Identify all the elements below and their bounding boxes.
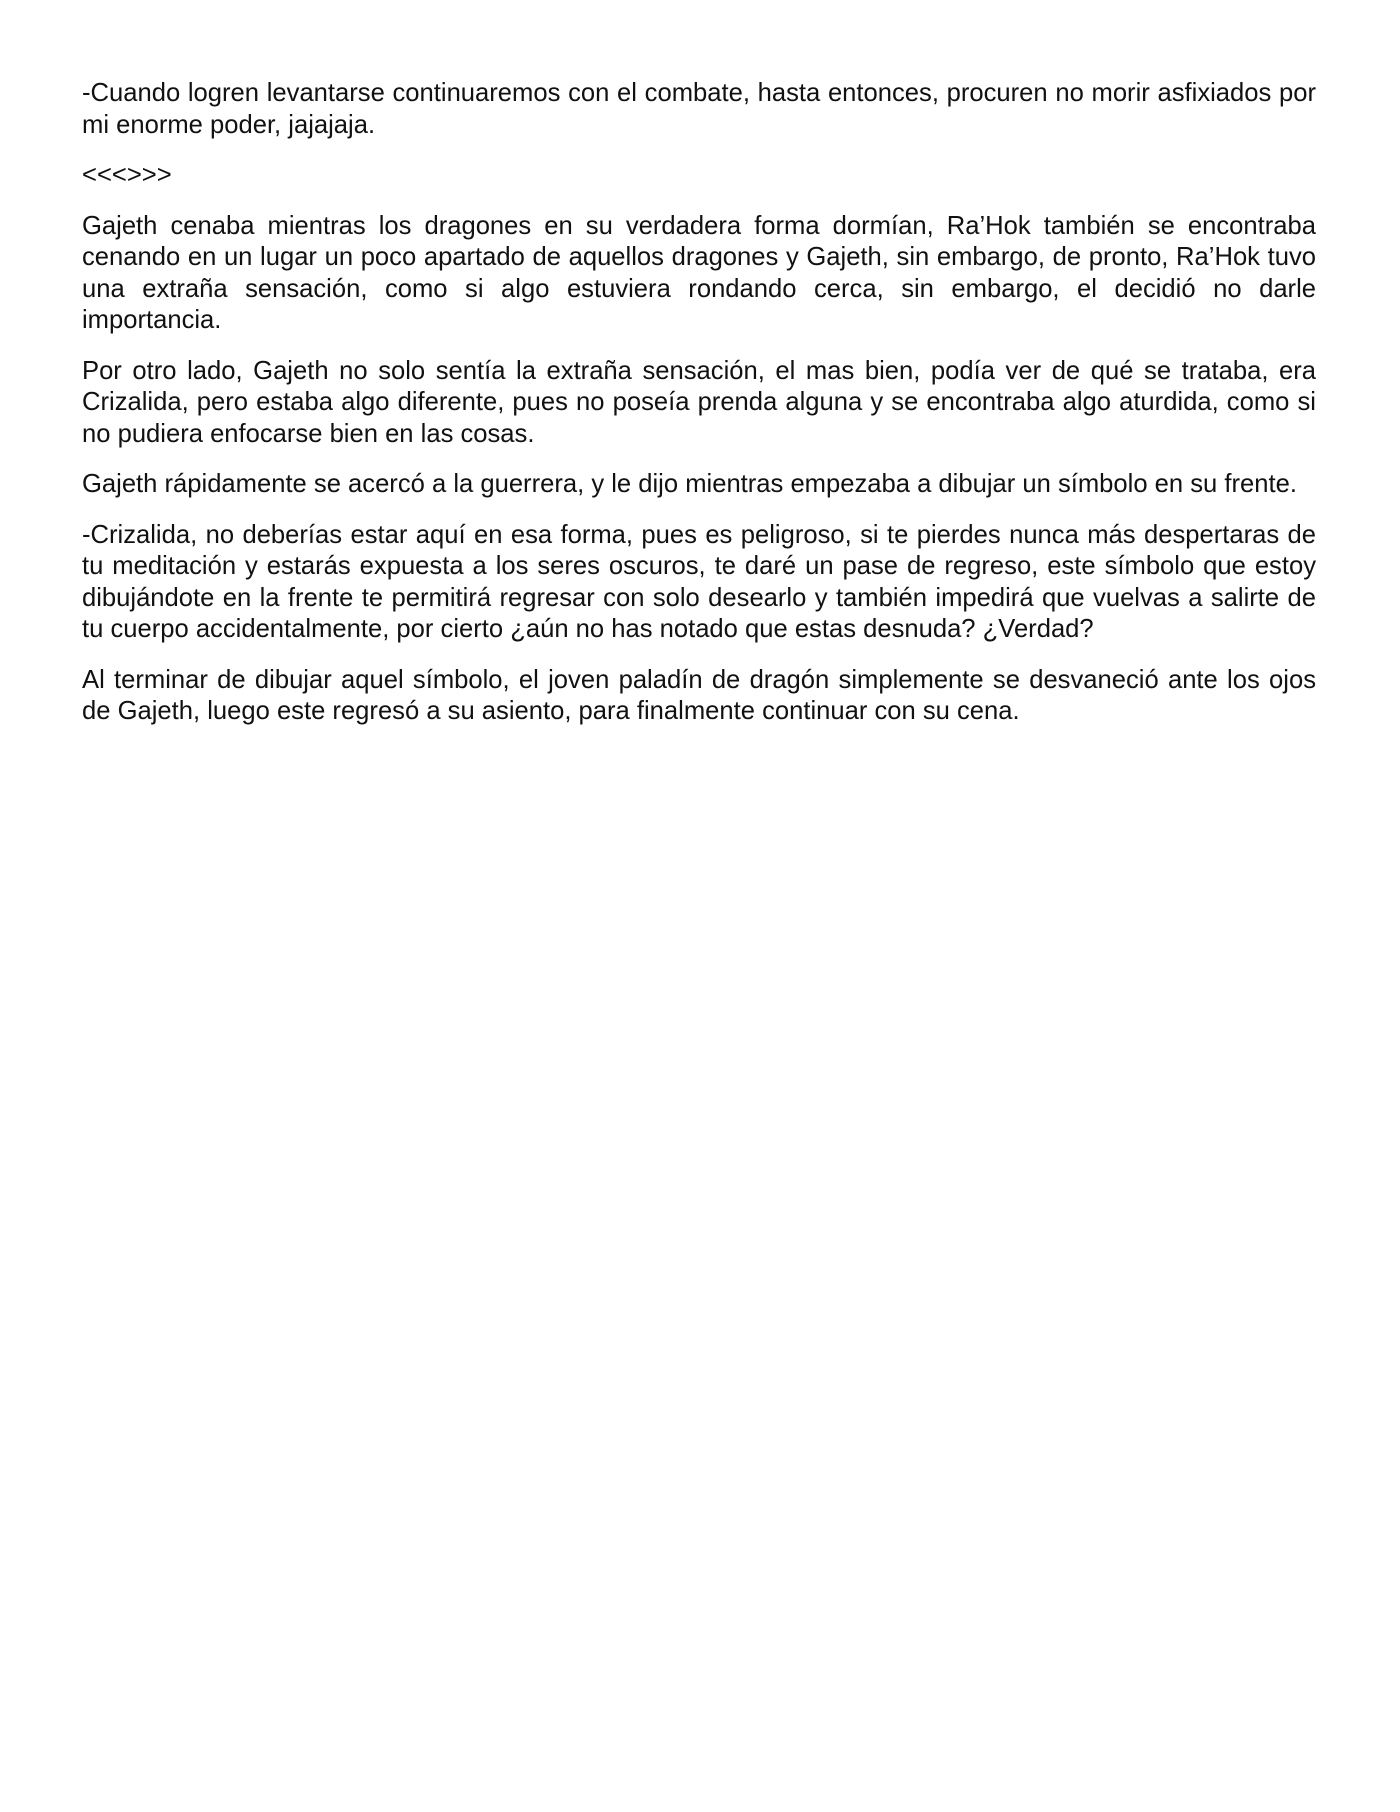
scene-separator: <<<>>>: [82, 161, 172, 189]
paragraph-symbol-finished: Al terminar de dibujar aquel símbolo, el joven paladín de dragón simplemente se desvaneció ante los ojos de Gajeth, luego este regresó a su asiento, para finalmente continuar con su cena.: [82, 665, 1316, 725]
paragraph-gajeth-dinner: Gajeth cenaba mientras los dragones en su verdadera forma dormían, Ra’Hok también se encontraba cenando en un lugar un poco apartado de aquellos dragones y Gajeth, sin embargo, de pronto, Ra’Hok tuvo una extraña sensación, como si algo estuviera rondando cerca, sin embargo, el decidió no darle importancia.: [82, 211, 1316, 334]
document-page: [82, 78, 1316, 747]
paragraph-gajeth-warning: -Crizalida, no deberías estar aquí en esa forma, pues es peligroso, si te pierdes nunca más despertaras de tu meditación y estarás expuesta a los seres oscuros, te daré un pase de regreso, este símbolo que estoy dibujándote en la frente te permitirá regresar con solo desearlo y también impedirá que vuelvas a salirte de tu cuerpo accidentalmente, por cierto ¿aún no has notado que estas desnuda? ¿Verdad?: [82, 520, 1316, 643]
paragraph-gajeth-approaches: Gajeth rápidamente se acercó a la guerrera, y le dijo mientras empezaba a dibujar un símbolo en su frente.: [82, 470, 1297, 498]
paragraph-crizalida-appears: Por otro lado, Gajeth no solo sentía la extraña sensación, el mas bien, podía ver de qué se trataba, era Crizalida, pero estaba algo diferente, pues no poseía prenda alguna y se encontraba algo aturdida, como si no pudiera enfocarse bien en las cosas.: [82, 356, 1316, 448]
paragraph-dialogue-combat: -Cuando logren levantarse continuaremos con el combate, hasta entonces, procuren no morir asfixiados por mi enorme poder, jajajaja.: [82, 79, 1316, 139]
